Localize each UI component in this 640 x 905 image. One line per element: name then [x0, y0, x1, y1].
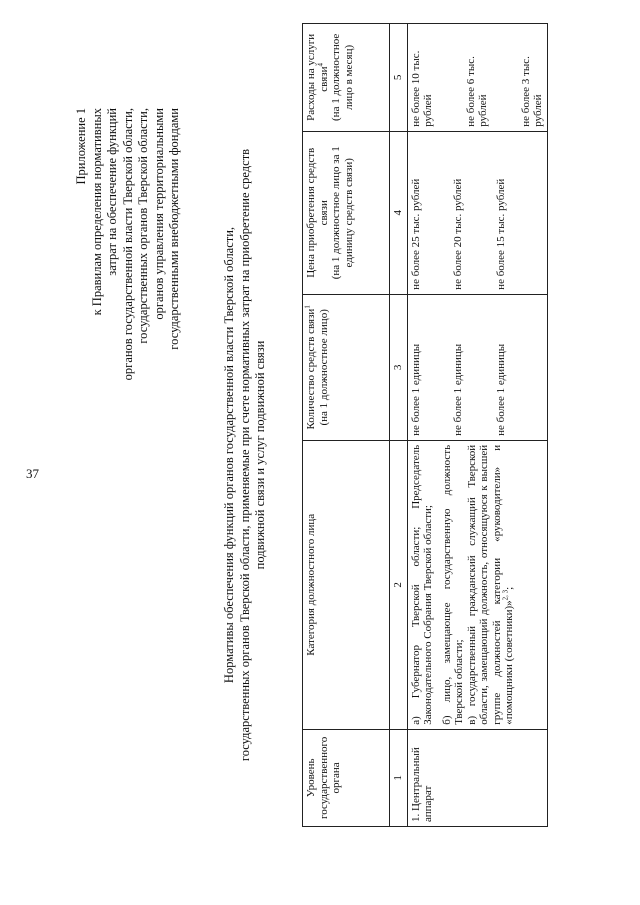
- footnote-mark: 4: [315, 63, 324, 67]
- document-heading: [222, 115, 269, 795]
- appendix-line: затрат на обеспечение функций: [105, 108, 119, 276]
- category-item-last: [466, 445, 516, 725]
- column-number: 1: [390, 729, 408, 826]
- price-value: не более 25 тыс. рублей: [409, 178, 422, 290]
- column-number: 5: [390, 24, 408, 132]
- price-value: не более 20 тыс. рублей: [452, 178, 464, 290]
- header-quantity-note: (на 1 должностное лицо): [317, 309, 330, 426]
- appendix-line: государственными внебюджетными фондами: [167, 108, 181, 350]
- header-cost: [303, 24, 390, 132]
- level-cell: 1. Центральный аппарат: [407, 729, 547, 826]
- category-item: б) лицо, замещающее государственную должность Тверской области;: [440, 444, 465, 725]
- heading-line: государственных органов Тверской области, применяемые при счете нормативных затрат на приобретение средств: [237, 148, 252, 762]
- header-quantity-main: Количество средств связи: [305, 308, 317, 430]
- column-number: 3: [390, 294, 408, 440]
- table-header-row: [303, 24, 390, 827]
- price-cell: [407, 131, 547, 294]
- category-cell: [407, 440, 547, 729]
- header-quantity: [303, 294, 390, 440]
- cost-cell: [407, 24, 547, 132]
- quantity-cell: [407, 294, 547, 440]
- table-row: [407, 24, 547, 827]
- category-item: а) Губернатор Тверской области; Председатель Законодательного Собрания Тверской области;: [409, 444, 434, 725]
- quantity-value: не более 1 единицы: [452, 343, 464, 436]
- footnote-mark: 1: [303, 305, 312, 309]
- header-cost-main: Расходы на услуги связи: [305, 33, 330, 121]
- page-number: 37: [26, 466, 39, 481]
- header-level: Уровень государственного органа: [303, 729, 390, 826]
- quantity-value: не более 1 единицы: [494, 343, 507, 436]
- cost-value: не более 10 тыс. рублей: [409, 50, 434, 127]
- column-number: 2: [390, 440, 408, 729]
- column-number-row: [390, 24, 408, 827]
- header-category: Категория должностного лица: [303, 440, 390, 729]
- header-price-note: (на 1 должностное лицо за 1 единицу средств связи): [330, 146, 355, 280]
- appendix-line: к Правилам определения нормативных: [89, 108, 104, 316]
- price-value: не более 15 тыс. рублей: [494, 178, 507, 290]
- header-price-main: Цена приобретения средств связи: [305, 147, 330, 278]
- appendix-line: государственных органов Тверской области,: [136, 108, 150, 344]
- heading-line: Нормативы обеспечения функций органов государственной власти Тверской области,: [222, 226, 236, 684]
- appendix-line: Приложение 1: [74, 108, 88, 185]
- category-item-text: в) государственный гражданский служащий Тверской области, замещающий должность, относящуюся к высшей группе должностей категории «руководители» и «помощники (советники)»: [465, 444, 515, 725]
- header-price: [303, 131, 390, 294]
- heading-line: подвижной связи и услуг подвижной связи: [253, 340, 267, 570]
- appendix-block: [74, 108, 183, 438]
- appendix-line: органов управления территориальными: [151, 108, 166, 320]
- norms-table: [302, 23, 548, 827]
- category-item-tail: ;: [503, 586, 515, 590]
- quantity-value: не более 1 единицы: [409, 343, 422, 436]
- cost-value: не более 6 тыс. рублей: [464, 56, 489, 127]
- column-number: 4: [390, 131, 408, 294]
- footnote-mark: 2, 3: [501, 589, 510, 601]
- appendix-line: органов государственной власти Тверской области,: [120, 108, 135, 381]
- cost-value: не более 3 тыс. рублей: [519, 56, 544, 127]
- header-cost-note: (на 1 должностное лицо в месяц): [330, 33, 355, 121]
